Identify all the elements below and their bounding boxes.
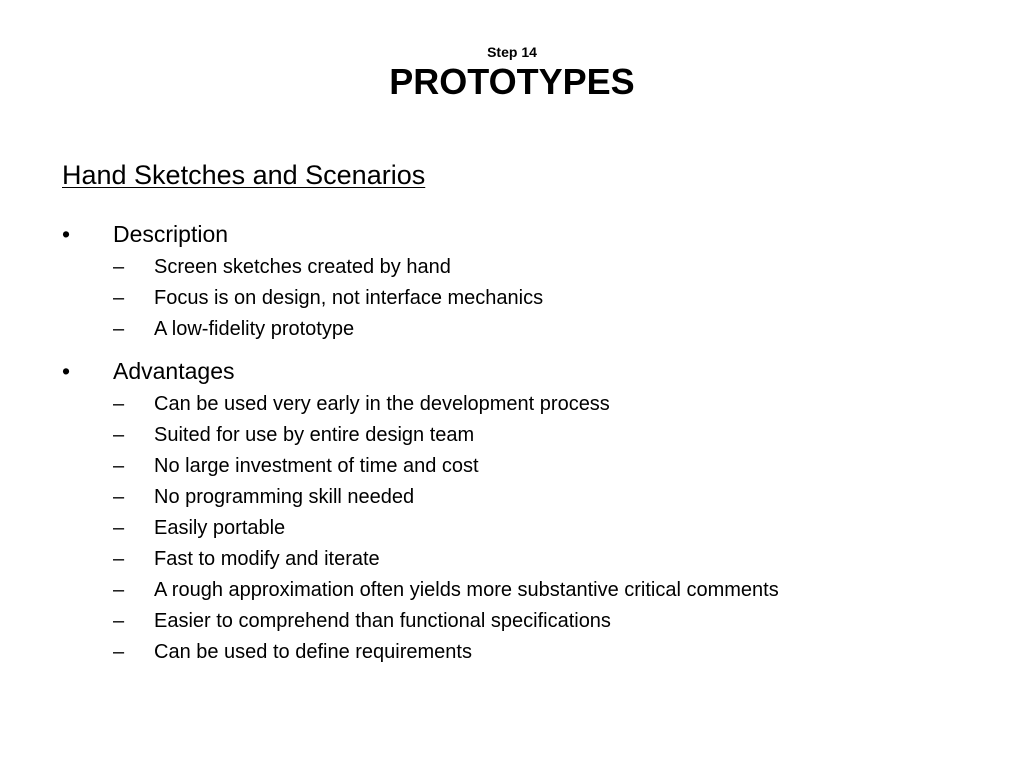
bullet-item xyxy=(62,355,962,387)
sub-marker: – xyxy=(113,610,125,632)
bullet-item xyxy=(62,218,962,250)
sub-item xyxy=(62,513,962,544)
sub-marker: – xyxy=(113,517,125,539)
sub-item-text: Can be used very early in the development process xyxy=(154,393,610,415)
sub-item xyxy=(62,283,962,314)
sub-marker: – xyxy=(113,641,125,663)
bullet-group-description xyxy=(62,218,962,345)
step-label: Step 14 xyxy=(487,44,537,60)
sub-item xyxy=(62,544,962,575)
sub-item-text: Fast to modify and iterate xyxy=(154,548,380,570)
sub-item-text: Easier to comprehend than functional specifications xyxy=(154,610,611,632)
bullet-marker: • xyxy=(62,358,71,384)
sub-marker: – xyxy=(113,486,125,508)
sub-item-text: Focus is on design, not interface mechanics xyxy=(154,287,544,309)
sub-item xyxy=(62,252,962,283)
sub-item xyxy=(62,482,962,513)
sub-marker: – xyxy=(113,287,125,309)
sub-marker: – xyxy=(113,318,125,340)
sub-item xyxy=(62,575,962,606)
sub-item-text: No programming skill needed xyxy=(154,486,415,508)
sub-item xyxy=(62,420,962,451)
sub-item xyxy=(62,389,962,420)
bullet-group-advantages xyxy=(62,355,962,668)
bullet-label: Description xyxy=(113,221,229,247)
sub-item-text: No large investment of time and cost xyxy=(154,455,479,477)
sub-item-text: Screen sketches created by hand xyxy=(154,256,451,278)
sub-item-text: Easily portable xyxy=(154,517,286,539)
section-heading: Hand Sketches and Scenarios xyxy=(62,160,426,190)
sub-item-text: A rough approximation often yields more substantive critical comments xyxy=(154,579,779,601)
sub-marker: – xyxy=(113,393,125,415)
sub-marker: – xyxy=(113,548,125,570)
sub-item xyxy=(62,451,962,482)
sub-item xyxy=(62,314,962,345)
sub-list xyxy=(62,252,962,345)
sub-marker: – xyxy=(113,256,125,278)
sub-marker: – xyxy=(113,424,125,446)
sub-item xyxy=(62,606,962,637)
sub-list xyxy=(62,389,962,668)
bullet-marker: • xyxy=(62,221,71,247)
sub-marker: – xyxy=(113,579,125,601)
sub-marker: – xyxy=(113,455,125,477)
sub-item-text: Can be used to define requirements xyxy=(154,641,472,663)
sub-item xyxy=(62,637,962,668)
sub-item-text: Suited for use by entire design team xyxy=(154,424,475,446)
sub-item-text: A low-fidelity prototype xyxy=(154,318,355,340)
title-block xyxy=(0,42,1024,102)
bullet-label: Advantages xyxy=(113,358,235,384)
slide-title: PROTOTYPES xyxy=(389,61,635,102)
